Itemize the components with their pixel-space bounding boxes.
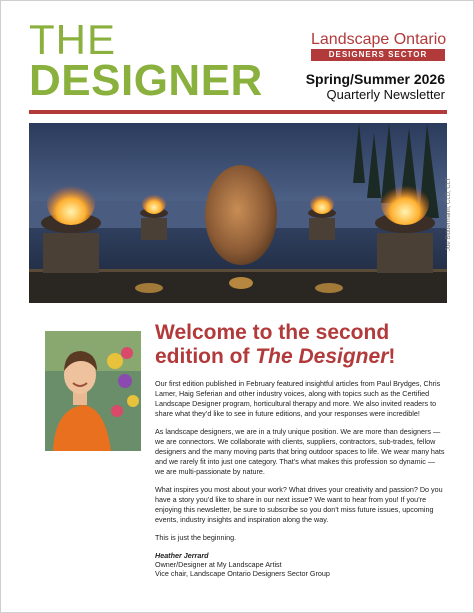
article-headline	[155, 321, 445, 369]
signature-name: Heather Jerrard	[155, 551, 209, 560]
article-body	[155, 379, 445, 578]
masthead-designer: DESIGNER	[29, 56, 263, 105]
signature-title: Vice chair, Landscape Ontario Designers Sector Group	[155, 569, 330, 578]
hero-photo-illustration	[29, 123, 447, 303]
author-portrait	[45, 331, 141, 451]
publisher-logo-name: Landscape Ontario	[311, 31, 447, 48]
photo-credit: Joe Biddermann, CLD, CLT	[446, 177, 452, 251]
article-paragraph: Our first edition published in February featured insightful articles from Paul Brydges, Chris Lamer, Haig Seferian and other industry voices, along with topics such as the Certified Landscape Designer program, horticultural therapy and more. We also invited readers to share what they’d like to see in future editions, and your responses were incredible!	[155, 379, 441, 418]
signature-block	[155, 551, 445, 578]
article-paragraph: As landscape designers, we are in a truly unique position. We are more than designers — we are connectors. We collaborate with clients, suppliers, contractors, sub-trades, fellow designers and the many moving parts that bring outdoor spaces to life. We wear many hats and we rarely fit into just one category. That’s what makes this profession so dynamic — we are multi-passionate by nature.	[155, 427, 445, 476]
masthead-the: THE	[29, 16, 116, 63]
headline-end: !	[388, 345, 396, 368]
issue-type: Quarterly Newsletter	[326, 87, 445, 102]
headline-text: Welcome to the second edition of	[155, 321, 390, 368]
header-rule	[29, 110, 447, 114]
article-paragraph: This is just the beginning.	[155, 533, 237, 542]
signature-title: Owner/Designer at My Landscape Artist	[155, 560, 282, 569]
headline-publication: The Designer	[255, 345, 389, 368]
article-paragraph: What inspires you most about your work? What drives your creativity and passion? Do you have a story you’d like to share in our next issue? We want to hear from you! If you’re enjoying this newsletter, be sure to subscribe so you don’t miss future issues, upcoming events, industry insights and inspiration along the way.	[155, 485, 443, 524]
hero-photo	[29, 123, 447, 303]
portrait-illustration	[45, 331, 141, 451]
publisher-logo-sector: DESIGNERS SECTOR	[311, 49, 445, 61]
issue-season: Spring/Summer 2026	[305, 71, 445, 87]
